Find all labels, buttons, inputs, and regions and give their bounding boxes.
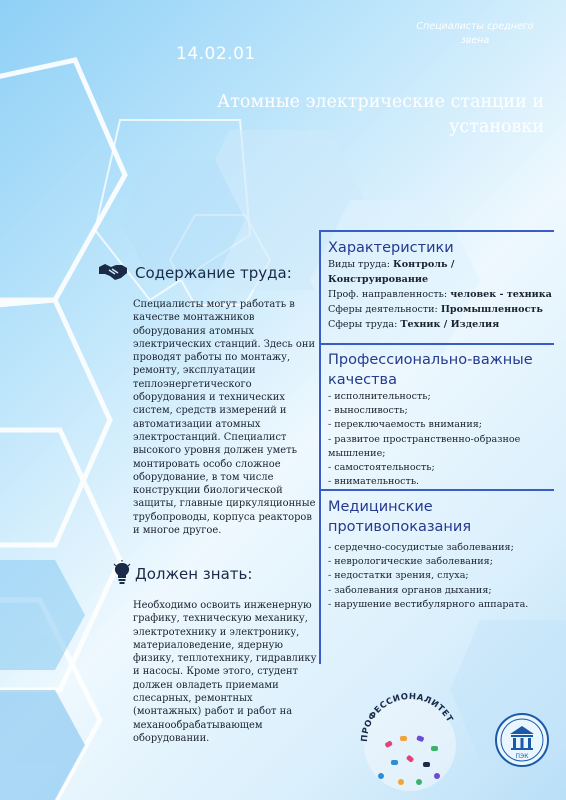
- logo-arc-text: ПРОФЕССИОНАЛИТЕТ: [359, 691, 455, 743]
- list-item: - недостатки зрения, слуха;: [328, 570, 469, 582]
- list-item: - сердечно-сосудистые заболевания;: [328, 542, 514, 553]
- pek-logo-text: ПЭК: [515, 753, 529, 760]
- contraindications-list: [328, 541, 554, 612]
- list-item: - заболевания органов дыхания;: [328, 584, 492, 596]
- handshake-icon: [98, 261, 128, 283]
- qualities-heading: Профессионально-важные качества: [328, 352, 533, 388]
- knowledge-text: Необходимо освоить инженерную графику, техническую механику, электротехнику и электронику, материаловедение, ядерную физику, теплотехнику, гидравлику и насосы. Кроме этого, студент должен овладеть приемами слесарных, ремонтных (монтажных) работ и работ на механообрабатывающем оборудовании.: [133, 600, 317, 744]
- list-item: - внимательность.: [328, 476, 420, 488]
- characteristic-row: Сферы деятельности: Промышленность: [328, 304, 543, 315]
- org-note: Специалисты среднего звена: [416, 21, 534, 46]
- list-item: - неврологические заболевания;: [328, 556, 493, 568]
- specialty-code: 14.02.01: [176, 44, 256, 64]
- content-text: Специалисты могут работать в качестве монтажников оборудования атомных электрических станций. Здесь они проводят работы по монтажу, ремонту, эксплуатации теплоэнергетического оборудования и технических систем, средств измерений и автоматизации атомных электростанций. Специалист высокого уровня должен уметь монтировать особо сложное оборудование, в том числе конструкции биологической защиты, главные циркуляционные трубопроводы, корпуса реакторов и многое другое.: [133, 299, 316, 537]
- panel-rule-1: [319, 343, 554, 345]
- lightbulb-icon: [112, 560, 132, 586]
- qualities-list: [328, 390, 554, 489]
- panel-top-rule: [319, 230, 554, 232]
- characteristics-heading: Характеристики: [328, 240, 454, 256]
- professionalitet-logo: [355, 690, 465, 795]
- list-item: - исполнительность;: [328, 391, 431, 402]
- list-item: - нарушение вестибулярного аппарата.: [328, 598, 529, 610]
- content-heading: Содержание труда:: [135, 264, 292, 282]
- characteristic-row: Виды труда: Контроль / Конструирование: [328, 259, 455, 285]
- contraindications-heading: Медицинские противопоказания: [328, 499, 472, 535]
- list-item: - развитое пространственно-образное мышление;: [328, 433, 521, 459]
- list-item: - переключаемость внимания;: [328, 419, 483, 431]
- knowledge-heading: Должен знать:: [135, 565, 253, 583]
- list-item: - самостоятельность;: [328, 462, 435, 474]
- page-title: Атомные электрические станции и установки: [217, 92, 544, 137]
- characteristic-row: Проф. направленность: человек - техника: [328, 289, 552, 300]
- pek-logo: [494, 712, 550, 768]
- characteristic-row: Сферы труда: Техник / Изделия: [328, 319, 500, 330]
- list-item: - выносливость;: [328, 405, 408, 417]
